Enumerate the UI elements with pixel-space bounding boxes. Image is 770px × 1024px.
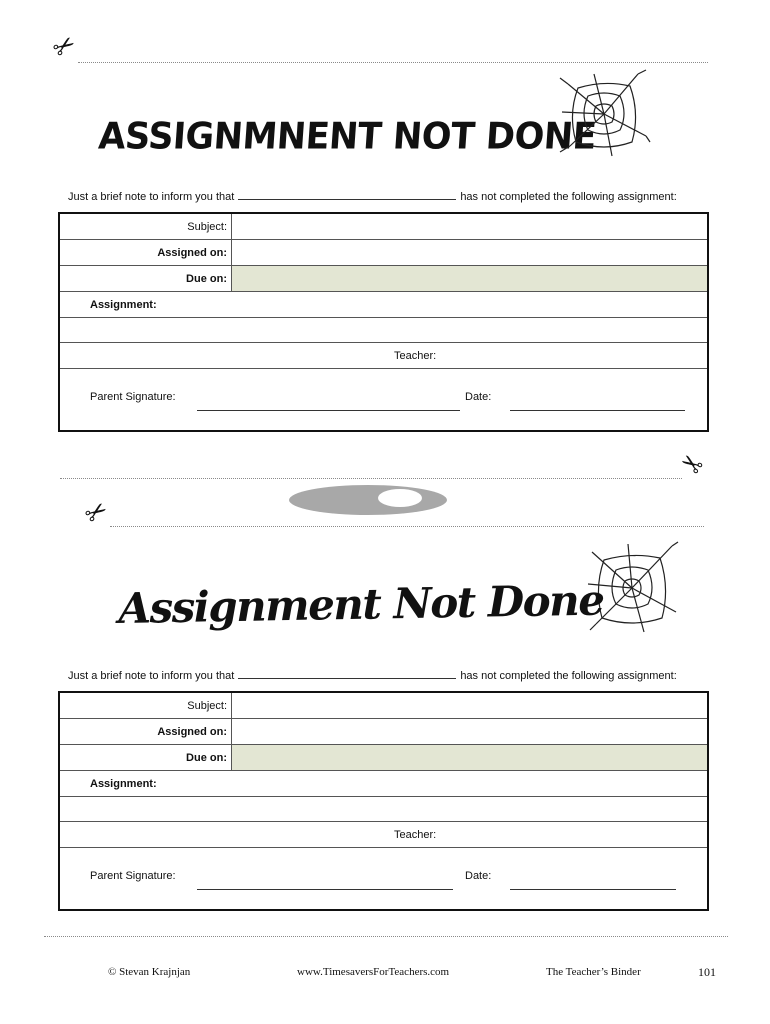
note-title: Assignment Not Done — [118, 575, 604, 633]
assigned-on-field[interactable] — [232, 719, 707, 744]
footer-website: www.TimesaversForTeachers.com — [297, 966, 450, 978]
date-label: Date: — [465, 870, 492, 882]
signature-row — [60, 369, 707, 430]
date-field[interactable] — [510, 410, 685, 411]
intro-text-before: Just a brief note to inform you that — [68, 670, 235, 682]
student-name-blank[interactable] — [238, 667, 456, 679]
subject-field[interactable] — [232, 214, 707, 239]
intro-sentence — [68, 188, 677, 203]
note-title: ASSIGNMNENT NOT DONE — [97, 116, 598, 158]
due-row — [60, 266, 707, 292]
date-label: Date: — [465, 391, 492, 403]
parent-signature-label: Parent Signature: — [90, 870, 176, 882]
page-number: 101 — [698, 965, 716, 979]
subject-row — [60, 214, 707, 240]
signature-row — [60, 848, 707, 909]
teacher-row — [60, 343, 707, 369]
subject-label: Subject: — [60, 214, 232, 239]
teacher-label: Teacher: — [394, 349, 437, 362]
assigned-on-label: Assigned on: — [60, 240, 232, 265]
date-field[interactable] — [510, 889, 676, 890]
due-on-label: Due on: — [60, 745, 232, 770]
parent-signature-field[interactable] — [197, 889, 453, 890]
scissors-icon: ✂ — [79, 494, 115, 532]
cut-line — [44, 936, 728, 937]
assigned-on-field[interactable] — [232, 240, 707, 265]
cut-line — [60, 478, 682, 479]
cut-line — [78, 62, 708, 63]
footer-copyright: © Stevan Krajnjan — [108, 966, 191, 978]
due-on-label: Due on: — [60, 266, 232, 291]
teacher-row — [60, 822, 707, 848]
intro-text-after: has not completed the following assignment: — [460, 670, 677, 682]
scissors-icon: ✂ — [673, 446, 709, 484]
assignment-form — [58, 212, 709, 432]
subject-label: Subject: — [60, 693, 232, 718]
student-name-blank[interactable] — [238, 188, 456, 200]
assignment-form — [58, 691, 709, 911]
parent-signature-field[interactable] — [197, 410, 460, 411]
divider-oval — [288, 484, 448, 516]
scissors-icon: ✂ — [47, 28, 83, 66]
due-row — [60, 745, 707, 771]
assignment-row — [60, 771, 707, 797]
cut-line — [110, 526, 704, 527]
due-on-field[interactable] — [232, 266, 707, 291]
parent-signature-label: Parent Signature: — [90, 391, 176, 403]
due-on-field[interactable] — [232, 745, 707, 770]
intro-sentence — [68, 667, 677, 682]
assigned-row — [60, 240, 707, 266]
assignment-label: Assignment: — [90, 777, 157, 790]
subject-row — [60, 693, 707, 719]
intro-text-before: Just a brief note to inform you that — [68, 191, 235, 203]
footer-book-title: The Teacher’s Binder — [546, 966, 641, 978]
assignment-label: Assignment: — [90, 298, 157, 311]
intro-text-after: has not completed the following assignment: — [460, 191, 677, 203]
assigned-on-label: Assigned on: — [60, 719, 232, 744]
assignment-field[interactable] — [60, 797, 707, 822]
teacher-label: Teacher: — [394, 828, 437, 841]
assignment-row — [60, 292, 707, 318]
assignment-field[interactable] — [60, 318, 707, 343]
assigned-row — [60, 719, 707, 745]
spider-web-icon — [556, 66, 652, 162]
subject-field[interactable] — [232, 693, 707, 718]
